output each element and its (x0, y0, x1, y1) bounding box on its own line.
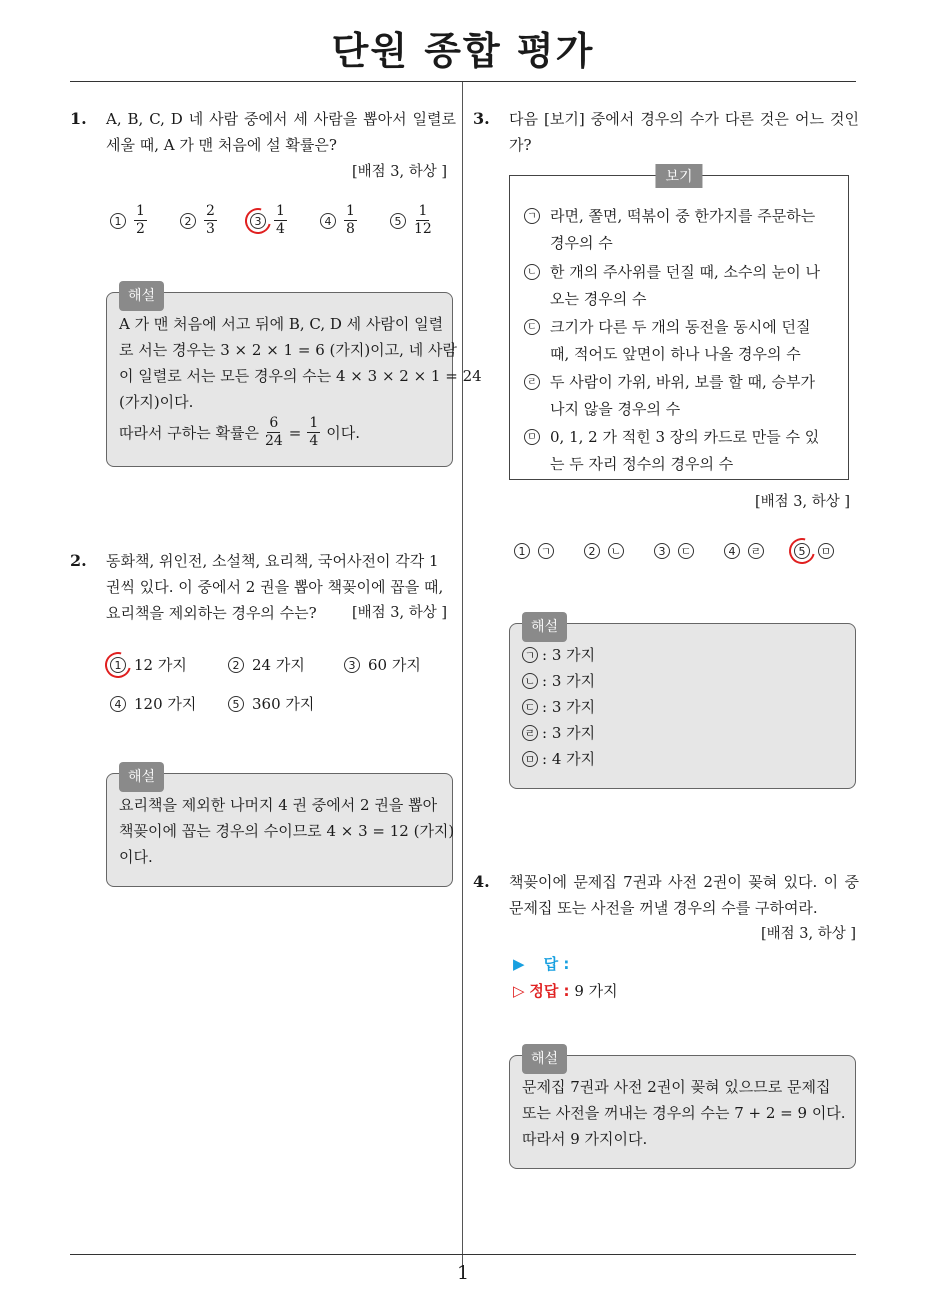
score-label: [배점 3, 하상 ] (352, 605, 448, 621)
question-text: 요리책을 제외하는 경우의 수는? (106, 604, 317, 622)
choice-1[interactable] (110, 654, 187, 675)
choice-label: 24 가지 (252, 656, 305, 674)
fraction: $\frac{1}{12}$ (414, 203, 432, 237)
question-text: 권씩 있다. 이 중에서 2 권을 뽑아 책꽂이에 꼽을 때, (106, 578, 444, 596)
choice-5[interactable] (794, 543, 834, 559)
choice-label: ㄹ (748, 543, 764, 559)
column-divider (462, 82, 463, 1267)
answer-mark (100, 647, 136, 683)
correct-answer (513, 980, 618, 1001)
explanation-line: 로 서는 경우는 3 × 2 × 1 = 6 (가지)이고, 네 사람 (119, 341, 457, 359)
choice-label: 60 가지 (368, 656, 421, 674)
choice-number: 1 (110, 213, 126, 229)
bogi-box (509, 169, 849, 480)
explanation-line: ㄴ : 3 가지 (522, 668, 843, 694)
choice-2[interactable] (180, 203, 217, 238)
explanation-box-2 (106, 769, 455, 887)
choice-number: 2 (180, 213, 196, 229)
choice-4[interactable] (320, 203, 357, 238)
explanation-line: ㅁ : 4 가지 (522, 746, 843, 772)
choice-number: 3 (250, 213, 266, 229)
answer-mark (240, 203, 276, 239)
fraction: $\frac{1}{4}$ (276, 203, 285, 237)
score-label: [배점 3, 하상 ] (352, 164, 448, 180)
choice-number: 1 (514, 543, 530, 559)
outline-arrow-icon: ▷ (513, 982, 525, 1000)
question-3 (473, 106, 859, 158)
choice-number: 2 (228, 657, 244, 673)
choice-label: ㄱ (538, 543, 554, 559)
question-number: 4. (473, 872, 490, 891)
choice-5[interactable] (228, 693, 314, 714)
item-mark: ㄴ (524, 264, 540, 280)
page-title: 단원 종합 평가 (331, 29, 595, 73)
fraction: $\frac{1}{2}$ (136, 203, 145, 237)
explanation-line: A 가 맨 처음에 서고 뒤에 B, C, D 세 사람이 일렬 (119, 315, 444, 333)
fraction: $\frac{2}{3}$ (206, 203, 215, 237)
choice-1[interactable] (514, 543, 554, 559)
item-mark: ㄱ (524, 208, 540, 224)
choice-number: 5 (794, 543, 810, 559)
bogi-item: ㄹ 두 사람이 가위, 바위, 보를 할 때, 승부가 나지 않을 경우의 수 (524, 369, 834, 423)
bogi-item: ㄷ 크기가 다른 두 개의 동전을 동시에 던질 때, 적어도 앞면이 하나 나올 경우의 수 (524, 314, 834, 368)
choice-5[interactable] (390, 203, 432, 238)
choice-label: ㄴ (608, 543, 624, 559)
correct-label: 정답 : (529, 982, 570, 1000)
explanation-line: 이다. (119, 848, 153, 866)
bottom-rule (70, 1254, 856, 1255)
bogi-item: ㅁ 0, 1, 2 가 적힌 3 장의 카드로 만들 수 있 는 두 자리 정수의 경우의 수 (524, 424, 834, 478)
explanation-line: 따라서 9 가지이다. (522, 1130, 648, 1148)
item-mark: ㅁ (524, 429, 540, 445)
explanation-line: 요리책을 제외한 나머지 4 권 중에서 2 권을 뽑아 (119, 796, 438, 814)
explanation-line: 따라서 구하는 확률은 $\frac{6}{24}$ = $\frac{1}{4}$ 이다. (119, 415, 361, 449)
question-text: A, B, C, D 네 사람 중에서 세 사람을 뽑아서 일렬로 세울 때, A 가 맨 처음에 설 확률은? (106, 110, 456, 154)
choice-number: 4 (110, 696, 126, 712)
choice-number: 3 (654, 543, 670, 559)
choice-label: 12 가지 (134, 656, 187, 674)
score-label: [배점 3, 하상 ] (755, 494, 851, 510)
explanation-tag: 해설 (522, 612, 567, 642)
question-number: 2. (70, 551, 87, 570)
choice-4[interactable] (724, 543, 764, 559)
choice-4[interactable] (110, 693, 196, 714)
score-label: [배점 3, 하상 ] (761, 926, 857, 942)
explanation-line: 문제집 7권과 사전 2권이 꽂혀 있으므로 문제집 (522, 1078, 831, 1096)
explanation-line: ㄷ : 3 가지 (522, 694, 843, 720)
explanation-tag: 해설 (119, 281, 164, 311)
item-mark: ㄹ (524, 374, 540, 390)
choice-number: 5 (228, 696, 244, 712)
top-rule (70, 81, 856, 82)
choice-1[interactable] (110, 203, 147, 238)
answer-mark (784, 533, 820, 569)
choice-label: 360 가지 (252, 695, 315, 713)
correct-value: 9 가지 (574, 982, 618, 1000)
choice-label: 120 가지 (134, 695, 197, 713)
question-text: 동화책, 위인전, 소설책, 요리책, 국어사전이 각각 1 (106, 552, 439, 570)
item-mark: ㄷ (524, 319, 540, 335)
choice-3[interactable] (344, 654, 421, 675)
explanation-line: ㄱ : 3 가지 (522, 642, 843, 668)
choice-number: 4 (320, 213, 336, 229)
page-number: 1 (456, 1262, 470, 1284)
question-number: 3. (473, 109, 490, 128)
question-text: 다음 [보기] 중에서 경우의 수가 다른 것은 어느 것인가? (509, 110, 859, 154)
bogi-tag: 보기 (655, 164, 702, 188)
play-arrow-icon: ▶ (513, 955, 525, 973)
explanation-line: (가지)이다. (119, 393, 194, 411)
fraction: $\frac{1}{4}$ (309, 415, 319, 449)
fraction: $\frac{6}{24}$ (264, 415, 283, 449)
question-number: 1. (70, 109, 87, 128)
choice-number: 4 (724, 543, 740, 559)
explanation-line: 이 일렬로 서는 모든 경우의 수는 4 × 3 × 2 × 1 = 24 (119, 367, 482, 385)
answer-field[interactable] (513, 953, 569, 974)
explanation-line: ㄹ : 3 가지 (522, 720, 843, 746)
choice-label: ㅁ (818, 543, 834, 559)
choice-label: ㄷ (678, 543, 694, 559)
question-1 (70, 106, 456, 158)
explanation-box-1 (106, 288, 482, 467)
bogi-item: ㄴ 한 개의 주사위를 던질 때, 소수의 눈이 나 오는 경우의 수 (524, 259, 834, 313)
explanation-box-4 (509, 1051, 856, 1169)
question-text: 책꽂이에 문제집 7권과 사전 2권이 꽂혀 있다. 이 중 문제집 또는 사전을 꺼낼 경우의 수를 구하여라. (509, 873, 859, 917)
bogi-item: ㄱ 라면, 쫄면, 떡볶이 중 한가지를 주문하는 경우의 수 (524, 203, 834, 257)
fraction: $\frac{1}{8}$ (346, 203, 355, 237)
answer-label: 답 : (543, 955, 570, 973)
choice-3[interactable] (250, 203, 287, 238)
choice-2[interactable] (228, 654, 305, 675)
explanation-line: 또는 사전을 꺼내는 경우의 수는 7 + 2 = 9 이다. (522, 1104, 846, 1122)
choice-number: 5 (390, 213, 406, 229)
explanation-box-3 (509, 619, 856, 789)
explanation-tag: 해설 (522, 1044, 567, 1074)
choice-number: 3 (344, 657, 360, 673)
choice-number: 1 (110, 657, 126, 673)
choice-number: 2 (584, 543, 600, 559)
explanation-tag: 해설 (119, 762, 164, 792)
question-4 (473, 869, 859, 921)
choice-2[interactable] (584, 543, 624, 559)
choice-3[interactable] (654, 543, 694, 559)
explanation-line: 책꽂이에 꼽는 경우의 수이므로 4 × 3 = 12 (가지) (119, 822, 455, 840)
